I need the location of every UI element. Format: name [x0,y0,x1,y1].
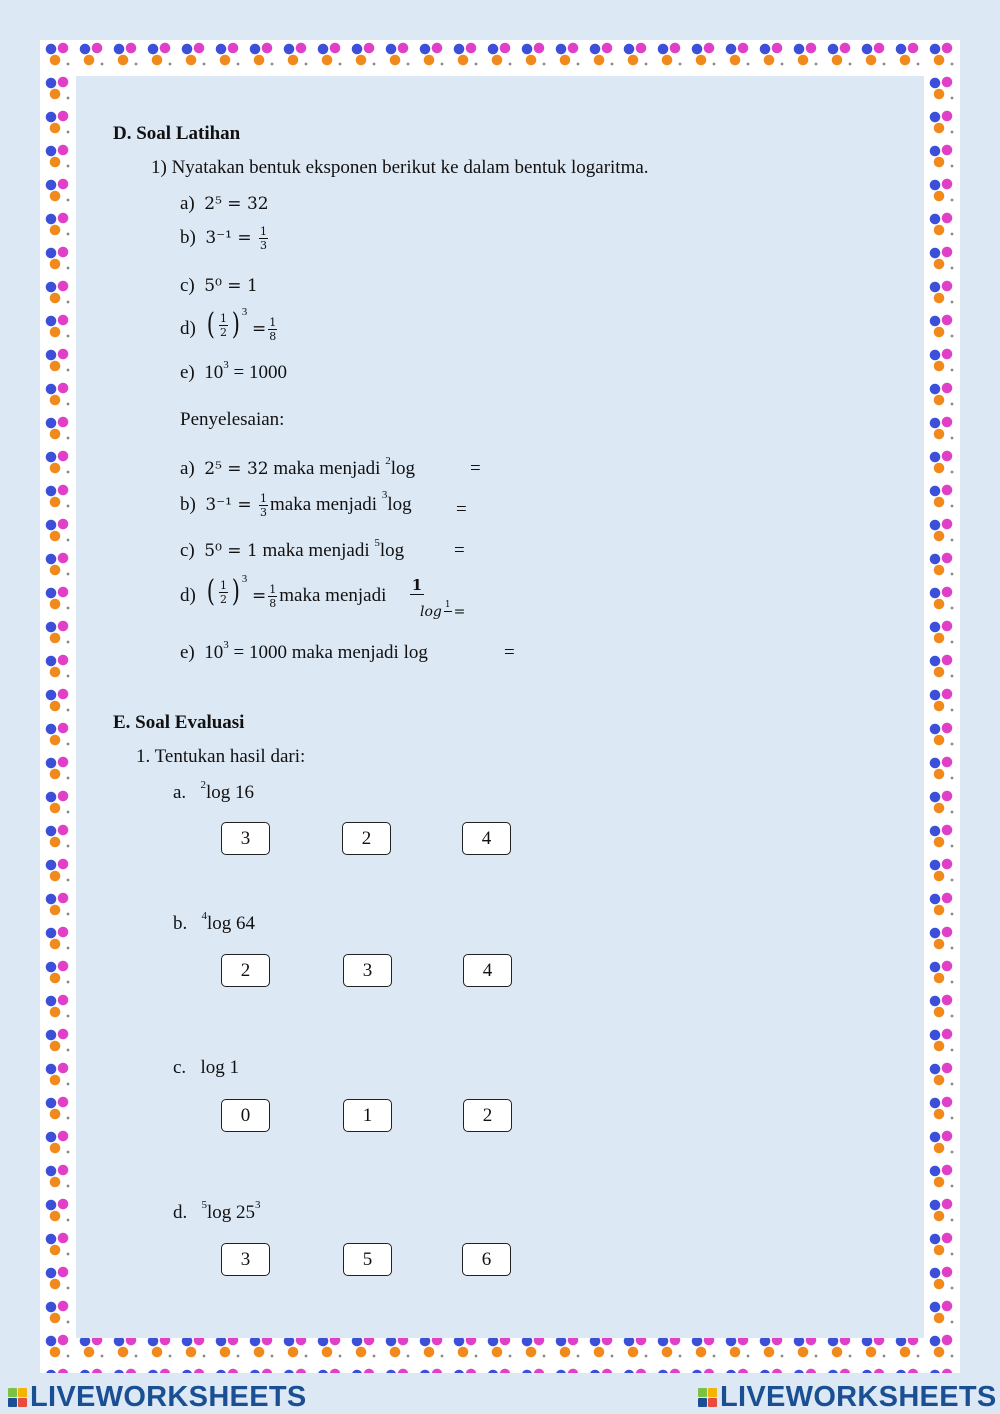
section-d-heading: D. Soal Latihan [113,123,241,144]
solution-b: b) 3⁻¹ = $\frac{1}{3}$ maka menjadi $^3$log [180,489,412,519]
section-e-instruction: 1. Tentukan hasil dari: [136,746,306,767]
section-e-heading: E. Soal Evaluasi [113,712,245,733]
question-d: d. $^5$log $25^3$ [173,1199,261,1223]
section-d-instruction: 1) Nyatakan bentuk eksponen berikut ke dalam bentuk logaritma. [151,157,649,178]
answer-option[interactable]: 2 [221,954,270,987]
solution-a-answer-equals[interactable]: = [470,458,481,479]
item-c: c) 5⁰ = 1 [180,275,258,296]
item-e: e) $10^3 = 1000$ [180,359,287,383]
answer-option[interactable]: 2 [342,822,391,855]
answer-option[interactable]: 4 [463,954,512,987]
answer-option[interactable]: 2 [463,1099,512,1132]
liveworksheets-logo-right[interactable]: LIVEWORKSHEETS [698,1381,997,1414]
question-b: b. $^4$log 64 [173,910,256,934]
question-c: c. log 1 [173,1057,239,1078]
solution-e-answer-equals[interactable]: = [504,642,515,663]
solution-e: e) $10^3 = 1000$ maka menjadi log [180,639,428,663]
solution-d-answer-equals[interactable]: = [453,604,466,620]
item-a: a) 2⁵ = 32 [180,193,269,214]
solution-c: c) 5⁰ = 1 maka menjadi $^5$log [180,537,405,561]
liveworksheets-icon [698,1388,717,1407]
fraction: $\frac{1}{3}$ [259,225,267,252]
answer-option[interactable]: 4 [462,822,511,855]
question-a: a. $^2$log 16 [173,779,254,803]
answer-option[interactable]: 3 [221,1243,270,1276]
solution-d-log-fraction: 1 log 1 = [411,576,466,620]
answer-option[interactable]: 5 [343,1243,392,1276]
answer-option[interactable]: 1 [343,1099,392,1132]
answer-option[interactable]: 3 [221,822,270,855]
worksheet-page [76,76,924,1338]
answer-option[interactable]: 6 [462,1243,511,1276]
item-d: d) ( $\frac{1}{2}$ ) $^3$ = $\frac{1}{8}$ [180,306,277,344]
liveworksheets-icon [8,1388,27,1407]
liveworksheets-logo-left[interactable]: LIVEWORKSHEETS [8,1381,307,1414]
solution-b-answer-equals[interactable]: = [456,499,467,520]
solution-a: a) 2⁵ = 32 maka menjadi $^2$log [180,455,415,479]
answer-option[interactable]: 0 [221,1099,270,1132]
penyelesaian-label: Penyelesaian: [180,409,285,430]
item-b: b) 3⁻¹ = $\frac{1}{3}$ [180,225,267,252]
solution-c-answer-equals[interactable]: = [454,540,465,561]
solution-d: d) ( $\frac{1}{2}$ ) $^3$ = $\frac{1}{8}$ maka menjadi [180,573,387,611]
answer-option[interactable]: 3 [343,954,392,987]
